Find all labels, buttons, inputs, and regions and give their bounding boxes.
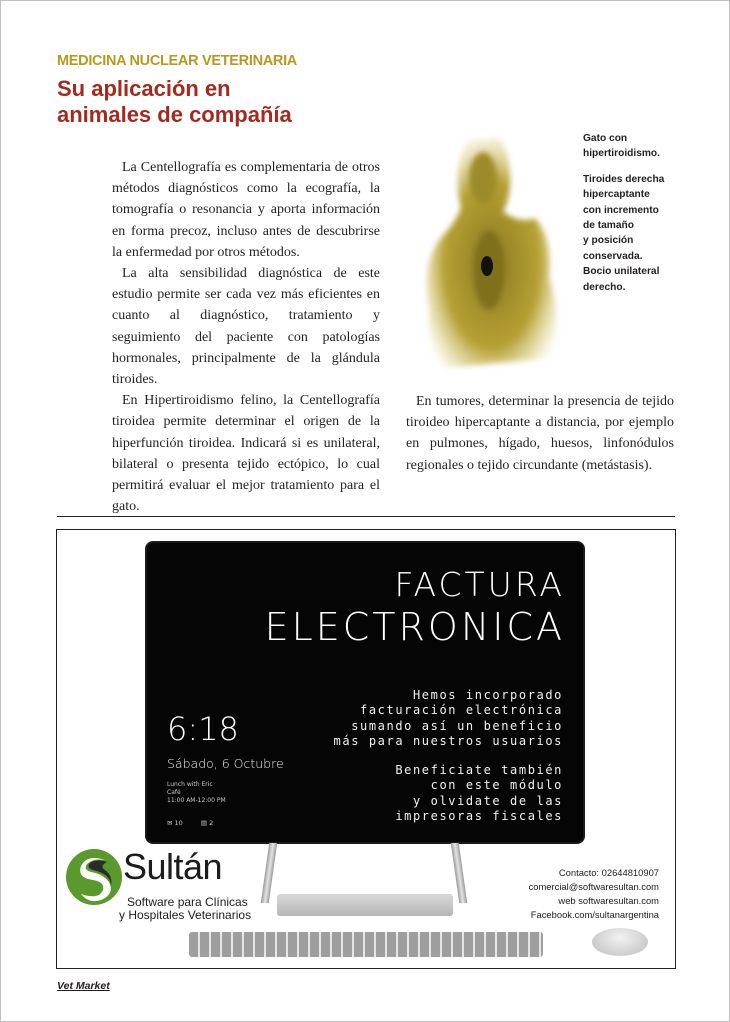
advertisement [56,529,676,969]
figure-caption [583,131,673,295]
article-left-column [112,157,380,517]
calendar-icon: ▤ 2 [200,819,214,827]
mouse [592,928,648,956]
footer-label: Vet Market [57,980,110,992]
ad-message-line: Beneficiate también [395,763,563,777]
article-title [57,76,377,128]
section-label: MEDICINA NUCLEAR VETERINARIA [57,53,297,69]
paragraph: En tumores, determinar la presencia de tejido tiroideo hipercaptante a distancia, por ejemplo en pulmones, hígado, huesos, linfonódulos regionales o tejido circundante (metástasis). [406,394,674,473]
ad-message-line: facturación electrónica [360,703,563,718]
sultan-logo-icon [65,848,123,906]
article-title-line-2: animales de compañía [57,102,292,127]
lock-screen-date: Sábado, 6 Octubre [167,756,284,771]
keyboard [189,932,543,957]
caption-line: de tamaño [583,220,634,232]
contact-info [529,866,659,922]
contact-web: web softwaresultan.com [558,895,659,906]
monitor-screen [147,543,583,842]
event-line: 11:00 AM-12:00 PM [167,797,226,804]
ad-message-line: más para nuestros usuarios [333,734,563,749]
contact-email: comercial@softwaresultan.com [528,881,659,892]
caption-line: derecho. [583,281,626,293]
lock-screen-time: 6:18 [167,710,239,748]
ad-title-line-2: ELECTRONICA [264,605,565,649]
contact-phone: Contacto: 02644810907 [558,867,659,878]
lock-screen-event [167,781,226,805]
ad-message-line: sumando así un beneficio [351,718,563,733]
paragraph: En Hipertiroidismo felino, la Centellografía tiroidea permite determinar el origen de la hiperfunción tiroidea. Indicará si es unilateral, bilateral o presenta tejido ectópico, lo cual permitirá evaluar el mejor tratamiento para el gato. [112,393,380,515]
caption-line: Bocio unilateral [583,266,660,278]
contact-facebook: Facebook.com/sultanargentina [530,909,659,920]
divider [57,516,675,517]
brand-name: Sultán [123,846,223,887]
event-line: Lunch with Eric [167,781,213,788]
ad-message-line: impresoras fiscales [395,809,563,824]
monitor-stand-left [261,843,277,903]
caption-line: con incremento [583,204,659,216]
ad-message-line: con este módulo [430,778,563,793]
event-line: Café [167,789,181,796]
monitor-stand-right [451,843,467,903]
ad-message [334,688,563,750]
caption-line: conservada. [583,250,643,262]
caption-line: Gato con [583,133,628,144]
caption-line: Tiroides derecha [583,173,665,185]
article-right-column [406,391,674,476]
ad-message-line: y olvidate de las [412,793,563,808]
tagline-line: y Hospitales Veterinarios [119,907,252,922]
paragraph: La Centellografía es complementaria de otros métodos diagnósticos como la ecografía, la tomografía o resonancia y aporta información en forma precoz, incluso antes de descubrirse la enfermedad por otros métodos. [112,160,380,260]
article-title-line-1: Su aplicación en [57,76,231,101]
ad-message-line: Hemos incorporado [412,688,563,702]
mail-icon: ✉ 10 [167,819,183,827]
ad-message-2 [395,763,563,825]
caption-line: hipercaptante [583,189,650,201]
thyroid-scintigraphy-image [403,128,575,378]
calendar-count: 2 [209,819,214,827]
mail-count: 10 [174,819,183,827]
tagline-line: Software para Clínicas [127,895,248,909]
paragraph: La alta sensibilidad diagnóstica de este estudio permite ser cada vez más eficientes en cuanto al diagnóstico, tratamiento y seguimiento del paciente con patologías hormonales, principalmente de la glándula tiroides. [112,266,380,388]
lock-screen-status [167,819,229,827]
caption-line: hipertiroidismo. [583,148,660,160]
brand-tagline [119,896,251,921]
ad-title-line-1: FACTURA [394,565,565,604]
caption-line: y posición [583,235,634,247]
monitor-base [277,894,453,916]
